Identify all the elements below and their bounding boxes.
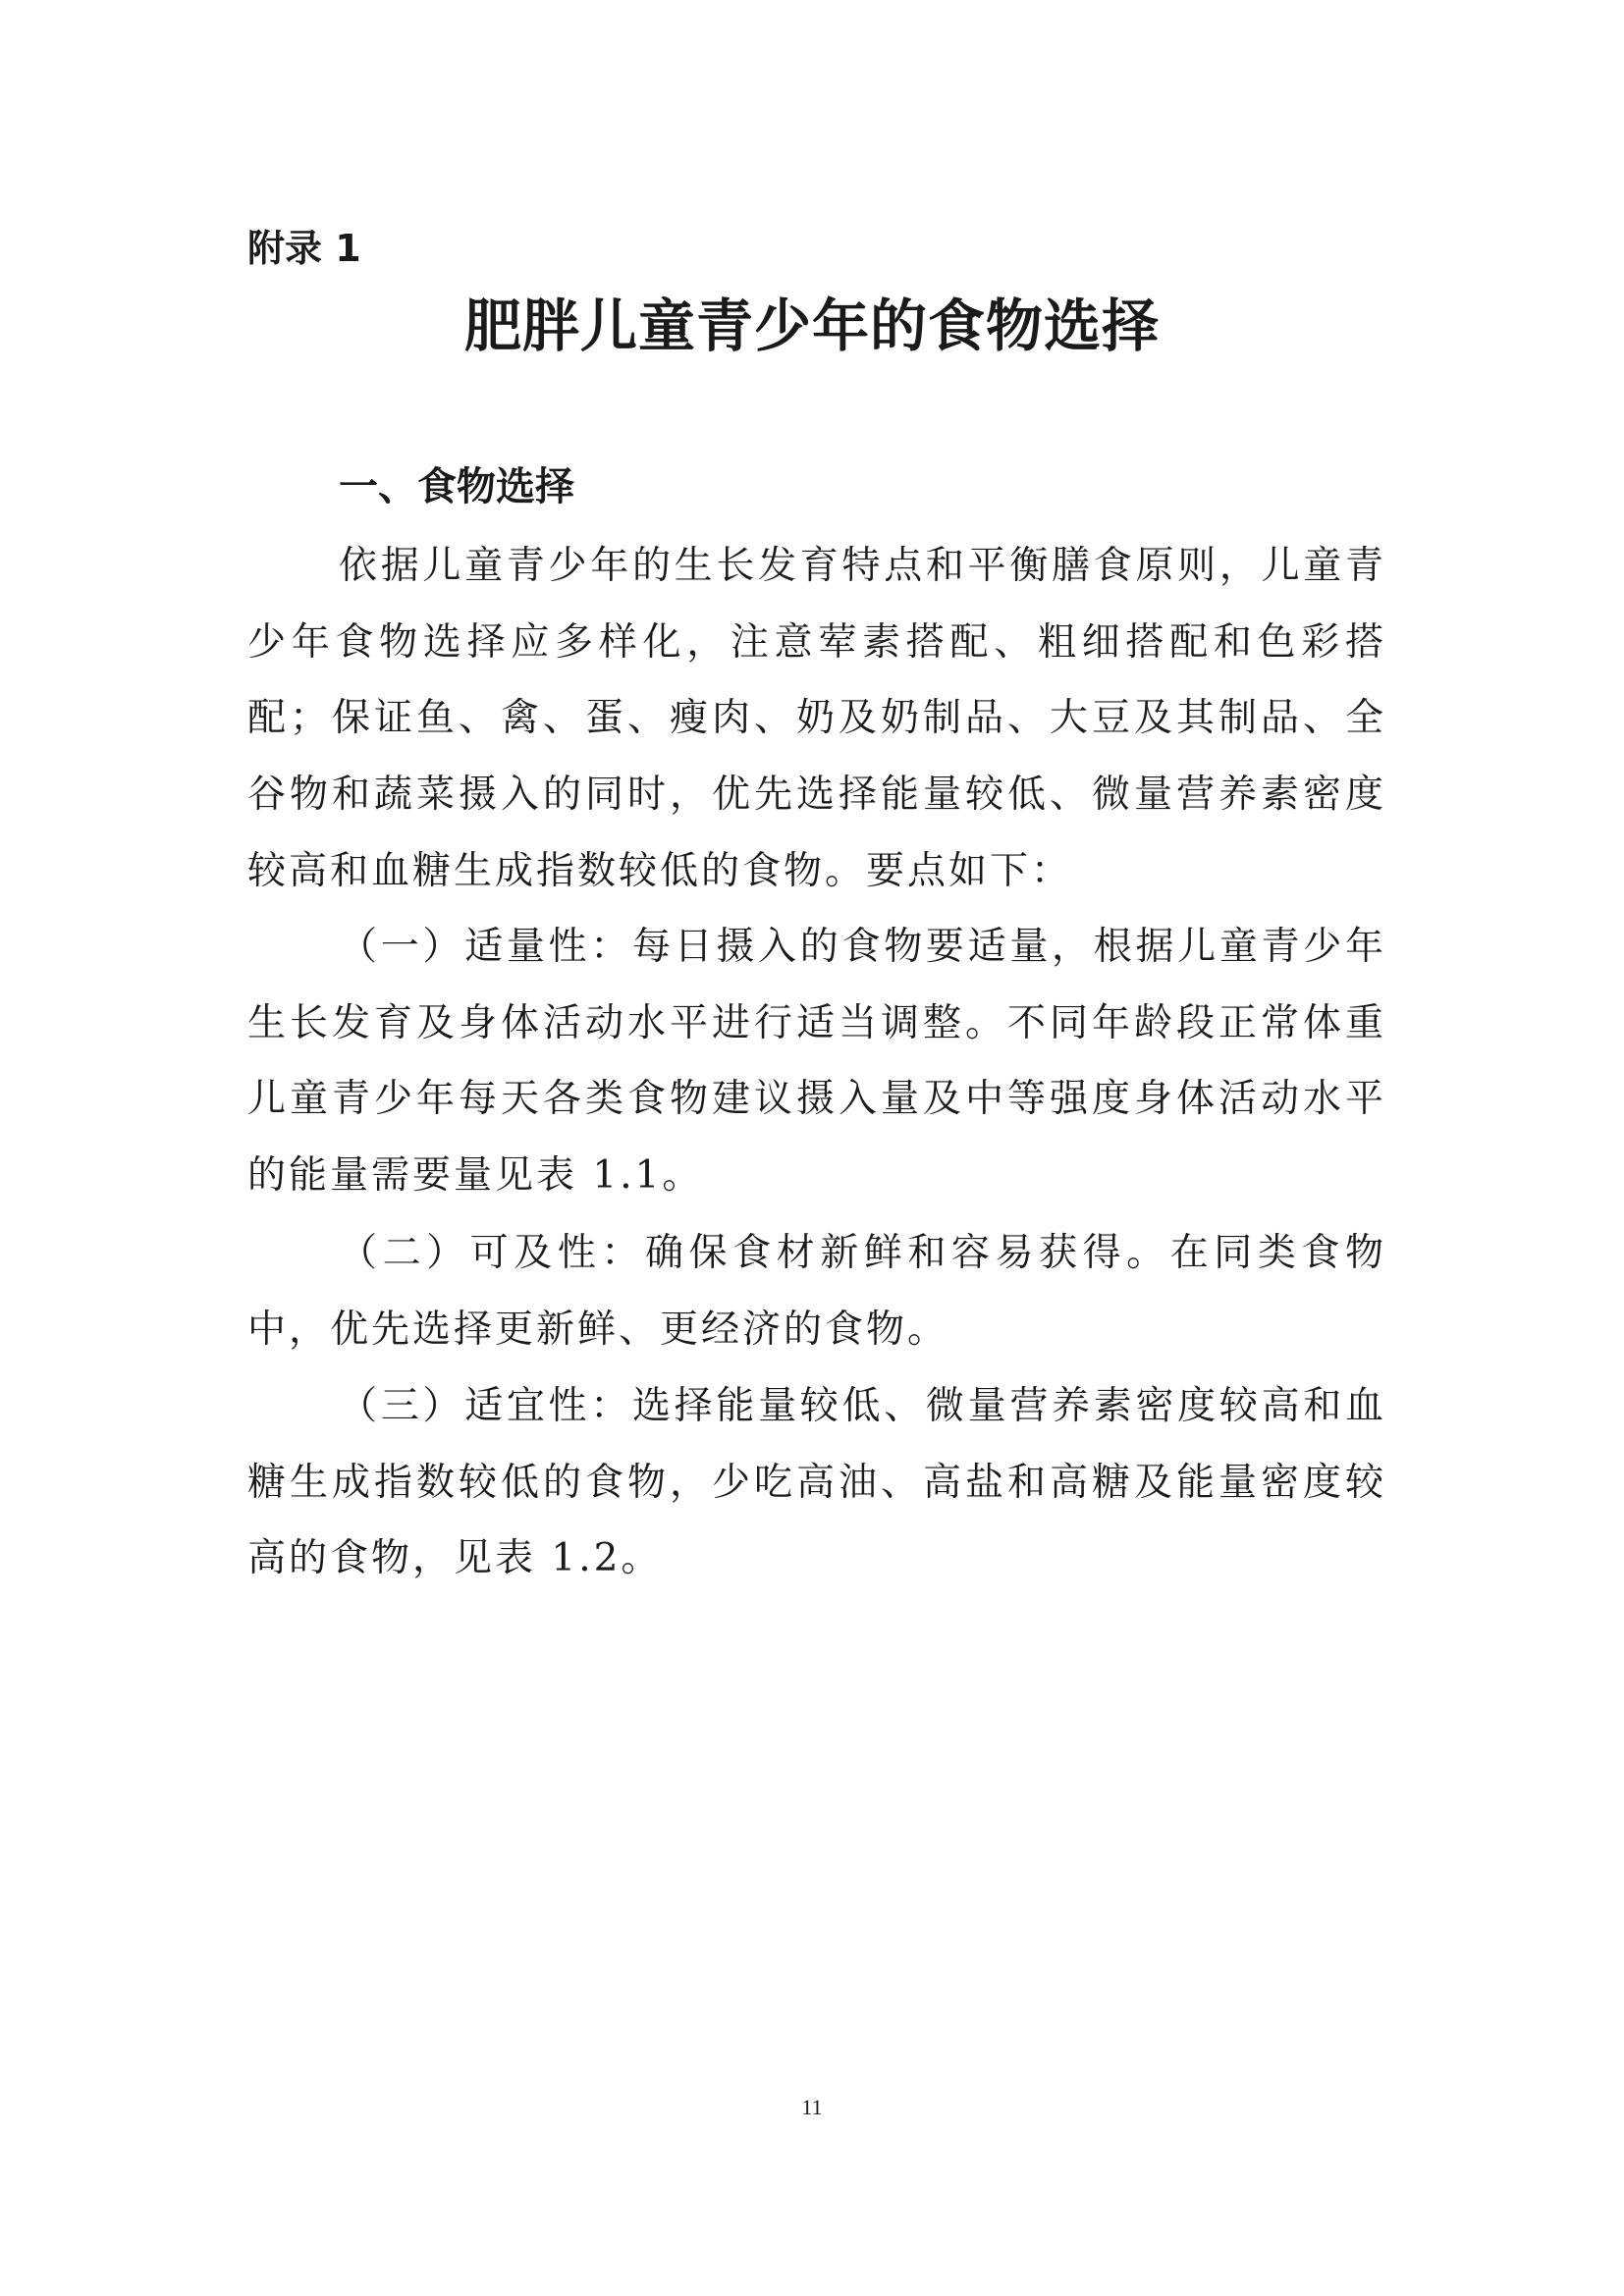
page-number: 11 (801, 2095, 823, 2119)
paragraph-intro: 依据儿童青少年的生长发育特点和平衡膳食原则，儿童青少年食物选择应多样化，注意荤素搭配、粗细搭配和色彩搭配；保证鱼、禽、蛋、瘦肉、奶及奶制品、大豆及其制品、全谷物和蔬菜摄入的同时，优先选择能量较低、微量营养素密度较高和血糖生成指数较低的食物。要点如下： (247, 544, 1386, 893)
paragraph-moderation: （一）适量性：每日摄入的食物要适量，根据儿童青少年生长发育及身体活动水平进行适当调整。不同年龄段正常体重儿童青少年每天各类食物建议摄入量及中等强度身体活动水平的能量需要量见表 1.1。 (247, 925, 1386, 1199)
paragraph-suitability: （三）适宜性：选择能量较低、微量营养素密度较高和血糖生成指数较低的食物，少吃高油、高盐和高糖及能量密度较高的食物，见表 1.2。 (247, 1384, 1386, 1581)
section-heading: 一、食物选择 (339, 464, 574, 509)
paragraph-accessibility: （二）可及性：确保食材新鲜和容易获得。在同类食物中，优先选择更新鲜、更经济的食物。 (247, 1231, 1386, 1352)
appendix-label: 附录 1 (247, 227, 361, 270)
page-title: 肥胖儿童青少年的食物选择 (463, 293, 1160, 359)
